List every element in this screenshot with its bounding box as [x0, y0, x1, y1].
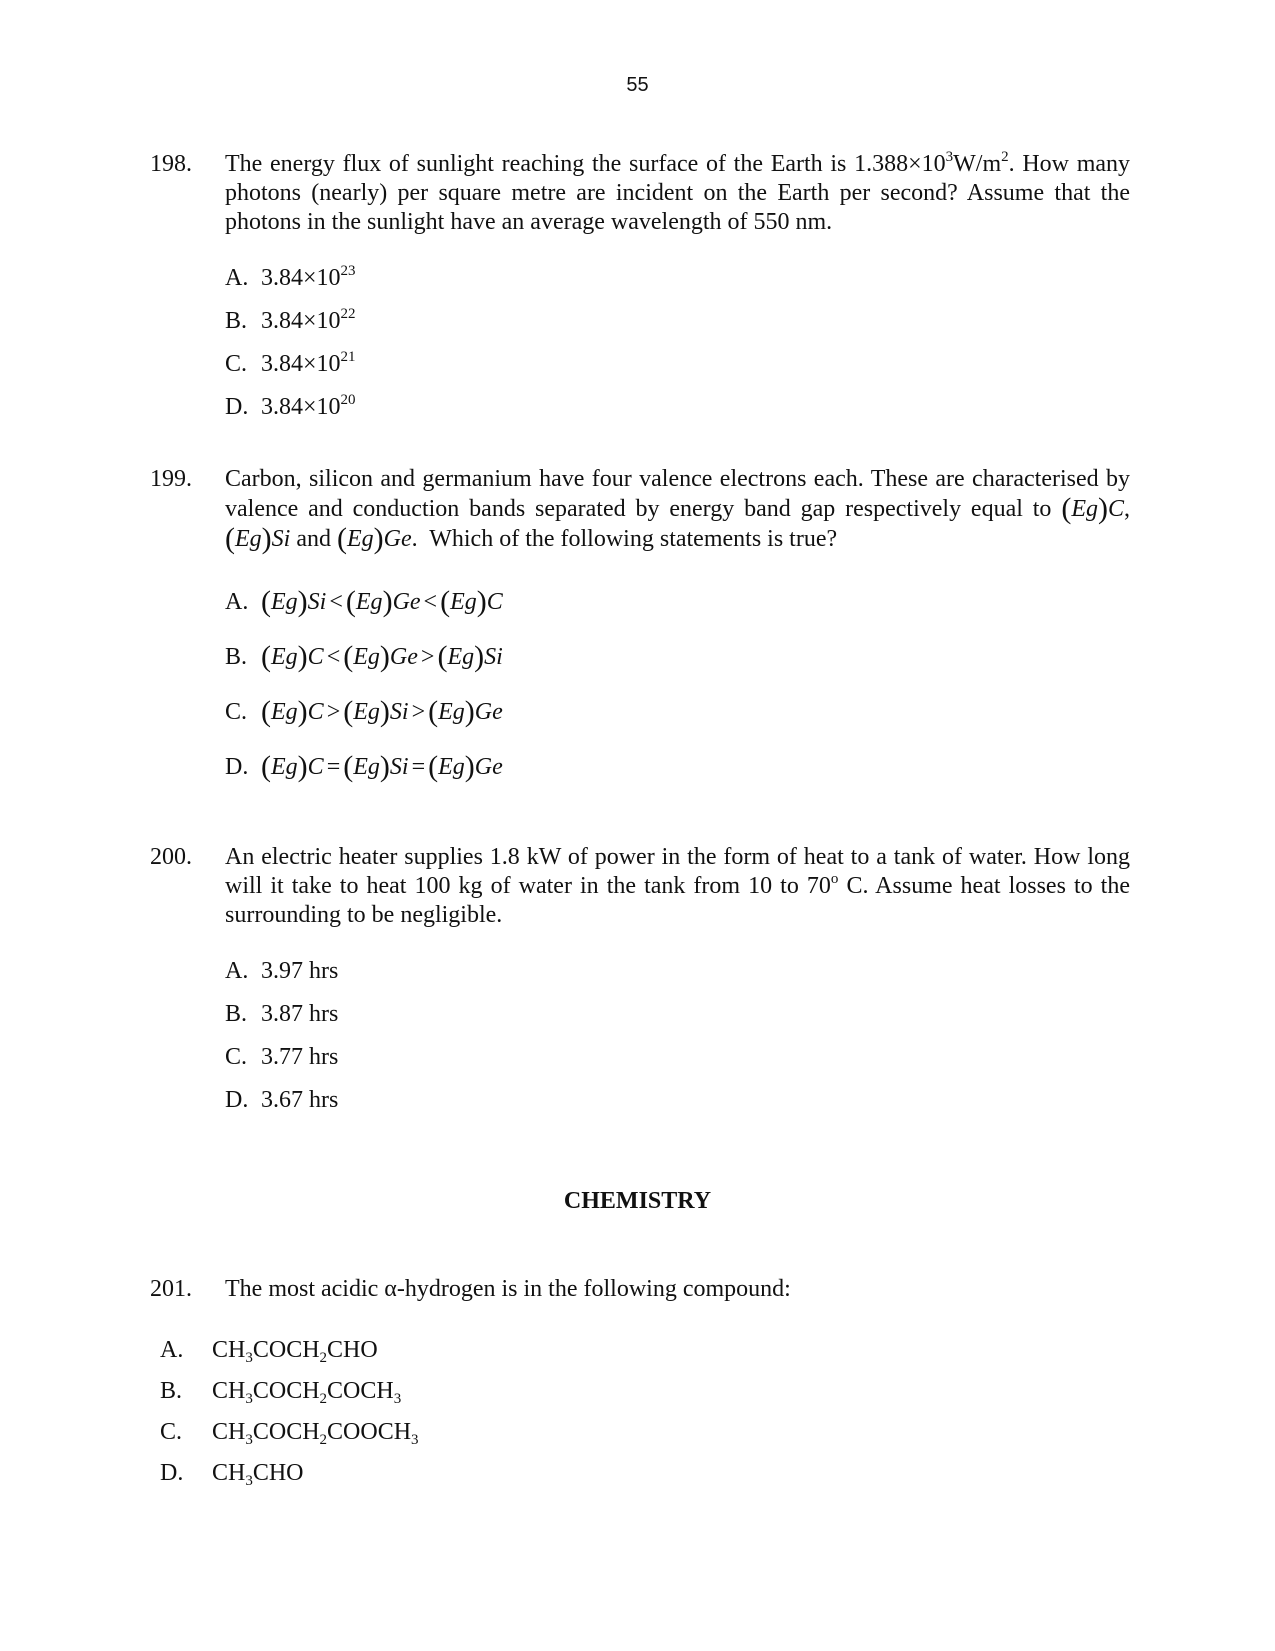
answer-options: [225, 574, 1130, 794]
option-d[interactable]: D. $CH_3CHO$: [160, 1460, 304, 1489]
option-b[interactable]: B. (Eg)C < (Eg)Ge > (Eg)Si: [225, 640, 503, 673]
option-c[interactable]: C. 3.77 hrs: [225, 1044, 339, 1070]
option-b[interactable]: B. $3.84\times 10^{22}$: [225, 306, 356, 334]
answer-options: [225, 950, 1130, 1122]
question-number: 199.: [150, 466, 192, 492]
question-number: 201.: [150, 1276, 192, 1302]
page-number: 55: [626, 74, 649, 96]
option-b[interactable]: B. 3.87 hrs: [225, 1001, 339, 1027]
option-a[interactable]: A. $CH_3COCH_2CHO$: [160, 1337, 378, 1366]
option-c[interactable]: C. $CH_3COCH_2COOCH_3$: [160, 1419, 419, 1448]
eg-ge: (Eg)Ge: [337, 522, 412, 555]
answer-options: [160, 1330, 419, 1494]
question-201: [150, 1275, 1130, 1304]
option-c[interactable]: C. $3.84\times 10^{21}$: [225, 349, 356, 377]
option-d[interactable]: D. 3.67 hrs: [225, 1087, 339, 1113]
question-text: Carbon, silicon and germanium have four valence electrons each. These are characterised by valence and conduction bands separated by energy band gap respectively equal to (Eg)C, (Eg)Si and (Eg)Ge. Which of the following statements is true?: [225, 466, 1130, 555]
question-number: 200.: [150, 844, 192, 870]
option-d[interactable]: D. $3.84\times 10^{20}$: [225, 392, 356, 420]
option-a[interactable]: A. (Eg)Si < (Eg)Ge < (Eg)C: [225, 585, 503, 618]
option-d[interactable]: D. (Eg)C = (Eg)Si = (Eg)Ge: [225, 750, 503, 783]
question-text: An electric heater supplies 1.8 kW of power in the form of heat to a tank of water. How long will it take to heat 100 kg of water in the tank from 10 to 70$^o$ C. Assume heat losses to the surrounding to be negligible.: [225, 844, 1130, 928]
section-title-chemistry: CHEMISTRY: [563, 1188, 712, 1214]
option-b[interactable]: B. $CH_3COCH_2COCH_3$: [160, 1378, 402, 1407]
option-c[interactable]: C. (Eg)C > (Eg)Si > (Eg)Ge: [225, 695, 503, 728]
option-a[interactable]: A. 3.97 hrs: [225, 958, 339, 984]
question-text: The energy flux of sunlight reaching the surface of the Earth is $1.388\times 10^3W/m^2$. How many photons (nearly) per square metre are incident on the Earth per second? Assume that the photons in the sunlight have an average wavelength of 550 nm.: [225, 149, 1131, 235]
option-a[interactable]: A. $3.84\times 10^{23}$: [225, 263, 356, 291]
eg-c: (Eg)C: [1061, 492, 1124, 525]
question-text: The most acidic α-hydrogen is in the following compound:: [225, 1276, 791, 1302]
eg-si: (Eg)Si: [225, 522, 291, 555]
answer-options: [225, 257, 1130, 429]
question-number: 198.: [150, 151, 192, 177]
question-198: [150, 150, 1130, 429]
question-199: [150, 465, 1130, 794]
question-200: [150, 843, 1130, 1122]
